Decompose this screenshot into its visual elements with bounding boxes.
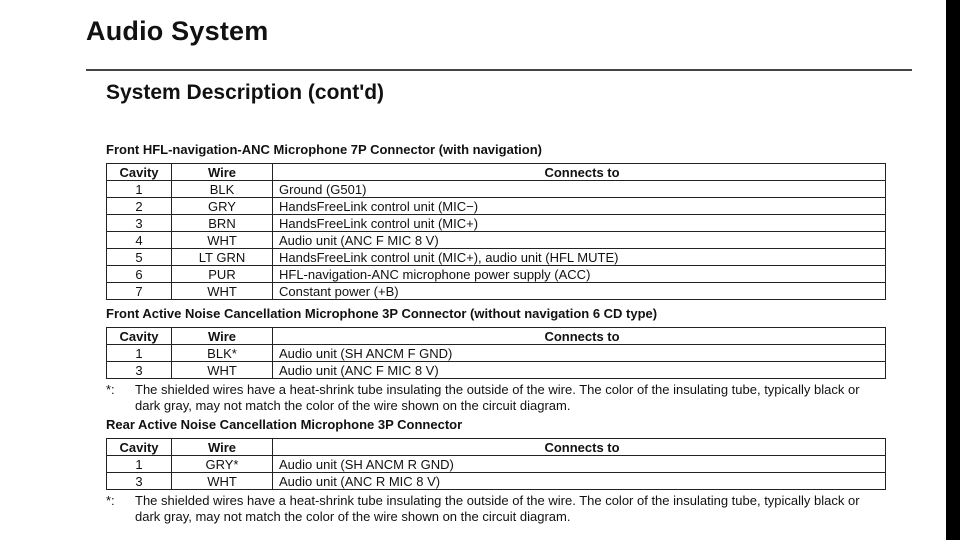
cell-wire: BLK — [172, 181, 273, 198]
header-cavity: Cavity — [107, 164, 172, 181]
connector-table-front-anc — [106, 327, 886, 379]
table-row — [107, 215, 886, 232]
table-heading-front-hfl: Front HFL-navigation-ANC Microphone 7P Connector (with navigation) — [106, 142, 542, 157]
header-cavity: Cavity — [107, 439, 172, 456]
cell-wire: BLK* — [172, 345, 273, 362]
header-connects-to: Connects to — [273, 328, 886, 345]
table-row — [107, 473, 886, 490]
cell-wire: WHT — [172, 283, 273, 300]
cell-cavity: 2 — [107, 198, 172, 215]
cell-connects-to: HandsFreeLink control unit (MIC−) — [273, 198, 886, 215]
cell-connects-to: HFL-navigation-ANC microphone power supply (ACC) — [273, 266, 886, 283]
cell-cavity: 1 — [107, 345, 172, 362]
header-cavity: Cavity — [107, 328, 172, 345]
cell-wire: WHT — [172, 232, 273, 249]
cell-wire: LT GRN — [172, 249, 273, 266]
table-header-row — [107, 439, 886, 456]
cell-connects-to: Constant power (+B) — [273, 283, 886, 300]
cell-cavity: 1 — [107, 181, 172, 198]
table-row — [107, 283, 886, 300]
table-row — [107, 362, 886, 379]
header-wire: Wire — [172, 439, 273, 456]
cell-wire: WHT — [172, 473, 273, 490]
table-header-row — [107, 164, 886, 181]
cell-connects-to: HandsFreeLink control unit (MIC+), audio unit (HFL MUTE) — [273, 249, 886, 266]
header-connects-to: Connects to — [273, 439, 886, 456]
table-row — [107, 266, 886, 283]
cell-connects-to: Audio unit (ANC F MIC 8 V) — [273, 362, 886, 379]
cell-cavity: 3 — [107, 473, 172, 490]
cell-wire: BRN — [172, 215, 273, 232]
header-wire: Wire — [172, 328, 273, 345]
cell-cavity: 3 — [107, 362, 172, 379]
cell-wire: PUR — [172, 266, 273, 283]
connector-table-front-hfl — [106, 163, 886, 300]
page-title: Audio System — [86, 16, 269, 46]
shielded-wire-note-front — [106, 382, 866, 414]
header-connects-to: Connects to — [273, 164, 886, 181]
table-row — [107, 456, 886, 473]
connector-table-rear-anc — [106, 438, 886, 490]
cell-connects-to: Ground (G501) — [273, 181, 886, 198]
cell-connects-to: HandsFreeLink control unit (MIC+) — [273, 215, 886, 232]
note-mark: *: — [106, 493, 115, 508]
table-row — [107, 249, 886, 266]
cell-wire: GRY — [172, 198, 273, 215]
table-heading-front-anc: Front Active Noise Cancellation Microphone 3P Connector (without navigation 6 CD type) — [106, 306, 658, 321]
cell-cavity: 4 — [107, 232, 172, 249]
cell-wire: WHT — [172, 362, 273, 379]
table-header-row — [107, 328, 886, 345]
cell-wire: GRY* — [172, 456, 273, 473]
table-row — [107, 198, 886, 215]
cell-connects-to: Audio unit (ANC F MIC 8 V) — [273, 232, 886, 249]
cell-cavity: 1 — [107, 456, 172, 473]
cell-connects-to: Audio unit (SH ANCM F GND) — [273, 345, 886, 362]
cell-connects-to: Audio unit (ANC R MIC 8 V) — [273, 473, 886, 490]
page-edge-border — [946, 0, 960, 540]
cell-cavity: 5 — [107, 249, 172, 266]
table-row — [107, 345, 886, 362]
table-row — [107, 232, 886, 249]
cell-cavity: 6 — [107, 266, 172, 283]
table-heading-rear-anc: Rear Active Noise Cancellation Microphone 3P Connector — [106, 417, 463, 432]
cell-connects-to: Audio unit (SH ANCM R GND) — [273, 456, 886, 473]
cell-cavity: 3 — [107, 215, 172, 232]
note-text: The shielded wires have a heat-shrink tube insulating the outside of the wire. The color of the insulating tube, typically black or dark gray, may not match the color of the wire shown on the circuit diagram. — [135, 382, 860, 413]
table-row — [107, 181, 886, 198]
note-text: The shielded wires have a heat-shrink tube insulating the outside of the wire. The color of the insulating tube, typically black or dark gray, may not match the color of the wire shown on the circuit diagram. — [135, 493, 860, 524]
note-mark: *: — [106, 382, 115, 397]
section-title: System Description (cont'd) — [106, 81, 385, 104]
header-wire: Wire — [172, 164, 273, 181]
shielded-wire-note-rear — [106, 493, 866, 525]
title-divider — [86, 69, 912, 71]
cell-cavity: 7 — [107, 283, 172, 300]
